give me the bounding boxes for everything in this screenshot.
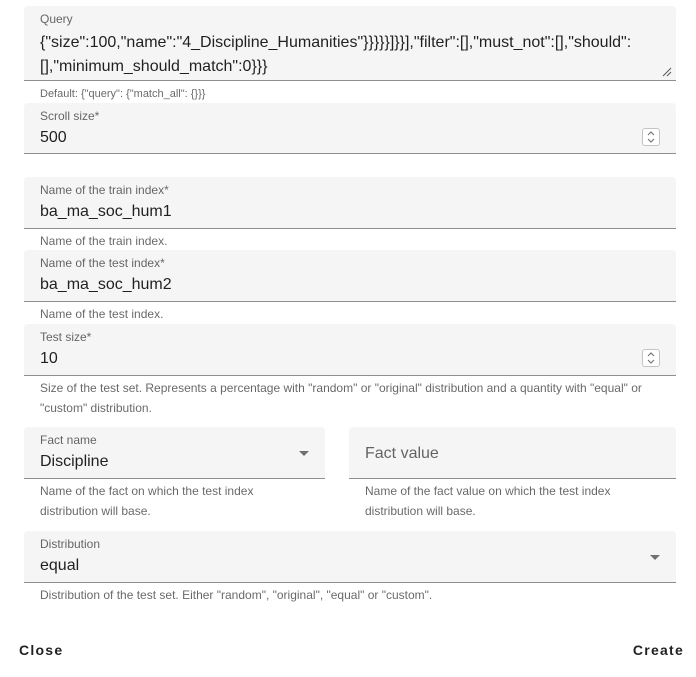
test-index-hint: Name of the test index. [40, 307, 164, 321]
test-size-field[interactable] [24, 324, 676, 376]
create-button[interactable]: Create [632, 642, 684, 658]
scroll-size-field[interactable] [24, 103, 676, 154]
distribution-label: Distribution [40, 537, 101, 551]
test-size-input[interactable]: 10 [40, 350, 58, 367]
distribution-value: equal [40, 557, 80, 574]
test-index-label: Name of the test index* [40, 256, 165, 270]
query-hint: Default: {"query": {"match_all": {}}} [40, 88, 206, 100]
fact-value-hint: Name of the fact value on which the test index distribution will base. [365, 484, 611, 518]
close-button[interactable]: Close [19, 642, 64, 658]
train-index-field[interactable] [24, 177, 676, 229]
fact-name-dropdown-icon[interactable] [299, 451, 309, 456]
fact-value-field[interactable] [349, 427, 676, 479]
query-field[interactable] [24, 6, 676, 81]
query-label: Query [40, 12, 73, 26]
test-index-input[interactable]: ba_ma_soc_hum2 [40, 276, 172, 293]
train-index-hint: Name of the train index. [40, 234, 168, 248]
distribution-select[interactable] [24, 531, 676, 583]
resize-handle-icon[interactable] [660, 64, 672, 76]
scroll-size-stepper-icon[interactable] [642, 128, 660, 146]
fact-value-input[interactable]: Fact value [365, 445, 439, 462]
fact-name-value: Discipline [40, 453, 109, 470]
fact-name-hint: Name of the fact on which the test index distribution will base. [40, 484, 254, 518]
scroll-size-input[interactable]: 500 [40, 129, 67, 146]
scroll-size-label: Scroll size* [40, 109, 100, 123]
test-index-field[interactable] [24, 250, 676, 302]
test-size-hint: Size of the test set. Represents a percentage with "random" or "original" distribution and a quantity with "equal" or "custom" distribution. [40, 381, 642, 415]
fact-name-label: Fact name [40, 433, 97, 447]
fact-name-select[interactable] [24, 427, 325, 479]
train-index-label: Name of the train index* [40, 183, 169, 197]
train-index-input[interactable]: ba_ma_soc_hum1 [40, 203, 172, 220]
test-size-stepper-icon[interactable] [642, 349, 660, 367]
distribution-dropdown-icon[interactable] [650, 555, 660, 560]
test-size-label: Test size* [40, 330, 92, 344]
distribution-hint: Distribution of the test set. Either "random", "original", "equal" or "custom". [40, 588, 433, 602]
query-textarea[interactable]: {"size":100,"name":"4_Discipline_Humanities"}}}}}]}}],"filter":[],"must_not":[],"should":[],"minimum_should_match":0}}} [40, 34, 632, 75]
